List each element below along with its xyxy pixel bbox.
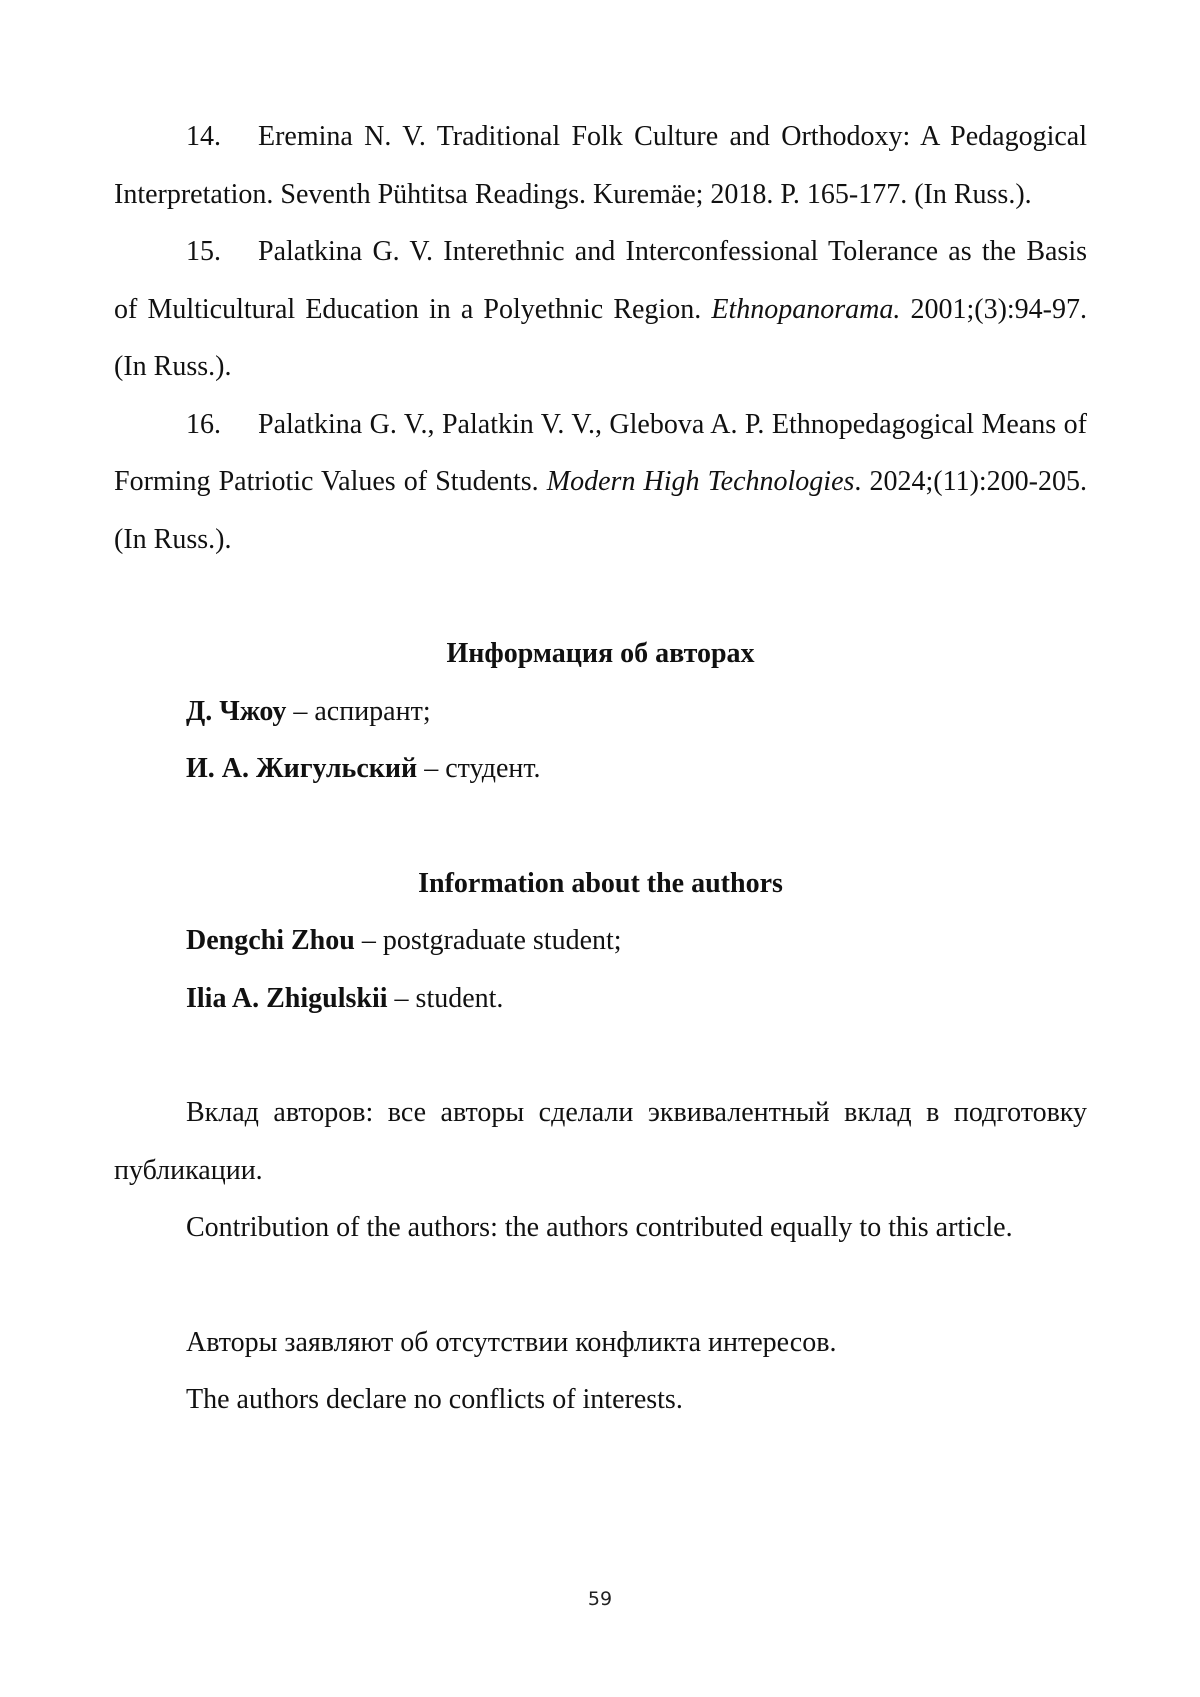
reference-number: 14. [186,121,221,152]
conflict-en: The authors declare no conflicts of interests. [186,1384,683,1415]
page-number: 59 [587,1588,613,1610]
author-entry [114,683,1087,741]
reference-details: 2001;(3):94-97. (In Russ.). [114,293,1088,382]
contribution-en: Contribution of the authors: the authors contributed equally to this article. [186,1212,1013,1243]
document-page [114,108,1087,1429]
spacer [114,1257,1087,1314]
author-name: Ilia A. Zhigulskii [186,982,388,1014]
spacer [114,568,1087,625]
spacer [114,1027,1087,1084]
author-name: И. А. Жигульский [186,753,418,784]
author-name: Д. Чжоу [186,695,287,727]
author-role: – аспирант; [286,695,431,727]
reference-item [114,396,1087,569]
spacer [114,798,1087,855]
author-role: – студент. [417,753,541,784]
reference-item [114,108,1087,223]
reference-journal: Modern High Technologies [546,466,855,497]
reference-text: Eremina N. V. Traditional Folk Culture and Orthodoxy: A Pedagogical Interpretation. Seventh Pühtitsa Readings. Kuremäe; 2018. P. 165-177. (In Russ.). [114,121,1087,210]
reference-item [114,223,1087,396]
reference-text: Palatkina G. V., Palatkin V. V., Glebova A. P. Ethnopedagogical Means of Forming Patriotic Values of Students. [114,408,1087,497]
conflict-ru: Авторы заявляют об отсутствии конфликта интересов. [186,1326,837,1358]
author-role: – postgraduate student; [354,925,622,956]
reference-number: 16. [186,408,221,440]
author-entry [114,970,1087,1028]
reference-journal: Ethnopanorama. [711,293,901,325]
reference-list [114,108,1087,568]
authors-info-ru [114,625,1087,798]
reference-number: 15. [186,236,221,267]
contribution-ru: Вклад авторов: все авторы сделали эквивалентный вклад в подготовку публикации. [114,1097,1087,1186]
author-entry [114,912,1087,970]
author-role: – student. [387,982,504,1014]
section-heading: Information about the authors [418,867,783,899]
conflict-statement [114,1314,1087,1429]
contribution-statement [114,1084,1087,1257]
author-entry [114,740,1087,798]
reference-details: . 2024;(11):200-205. (In Russ.). [114,466,1088,555]
reference-text: Palatkina G. V. Interethnic and Interconfessional Tolerance as the Basis of Multicultural Education in a Polyethnic Region. [114,236,1087,325]
section-heading: Информация об авторах [446,638,755,669]
author-name: Dengchi Zhou [186,925,355,956]
authors-info-en [114,855,1087,1028]
